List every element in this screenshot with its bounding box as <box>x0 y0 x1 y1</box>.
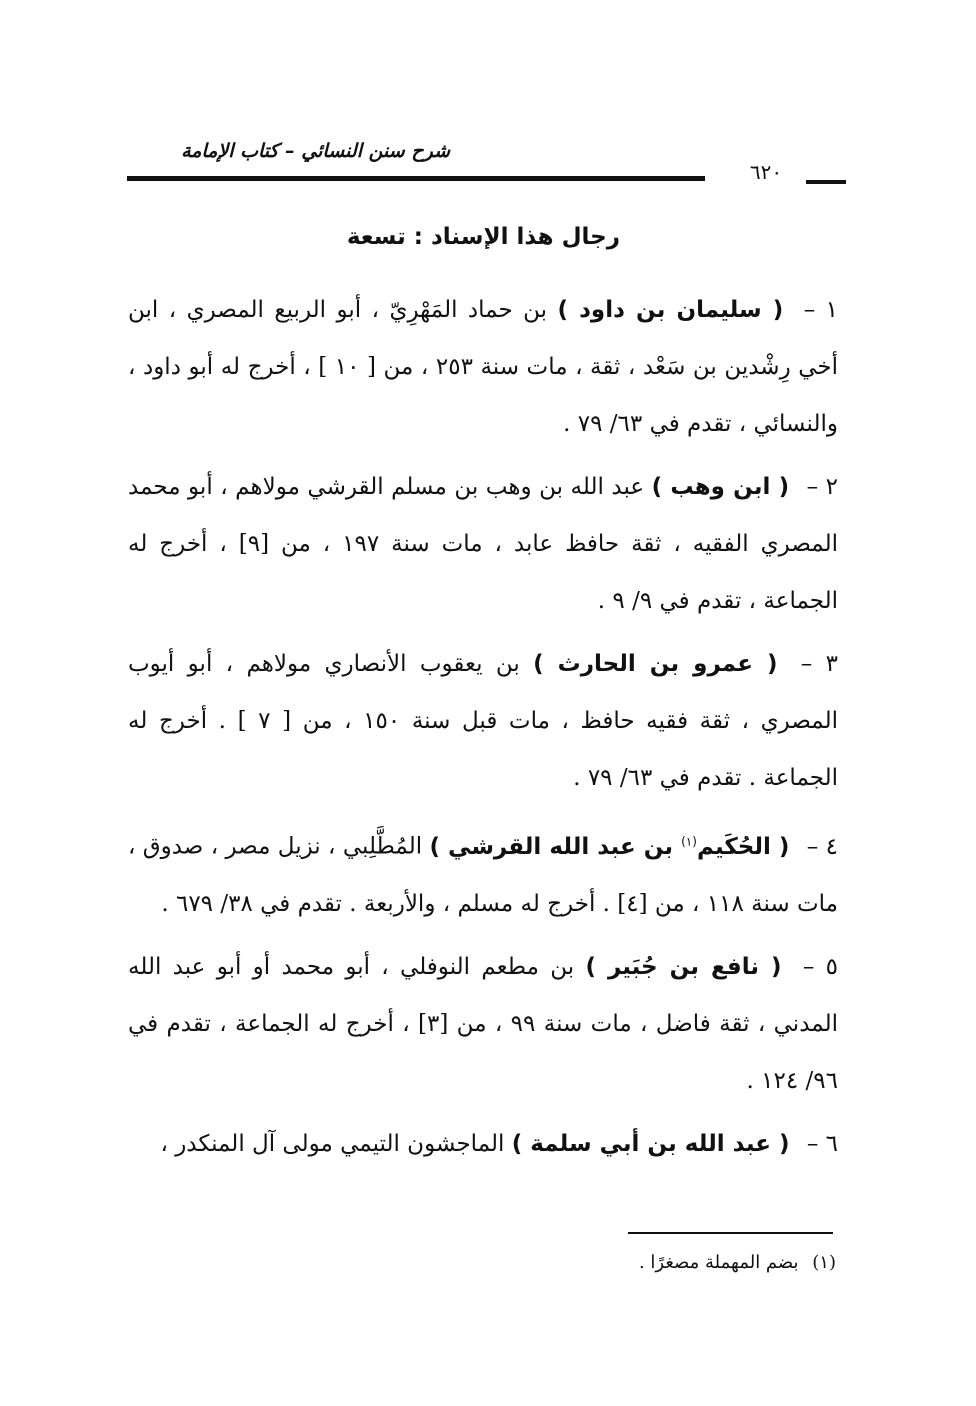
narrator-entry <box>128 813 838 933</box>
entry-number: ١ – <box>803 297 839 323</box>
entry-number: ٦ – <box>806 1130 838 1157</box>
entry-text: بن مطعم النوفلي ، أبو محمد أو أبو عبد الله المدني ، ثقة فاضل ، مات سنة ٩٩ ، من [٣] ، أخرج له الجماعة ، تقدم في ٩٦/ ١٢٤ . <box>128 953 838 1094</box>
entry-text: بن يعقوب الأنصاري مولاهم ، أبو أيوب المصري ، ثقة فقيه حافظ ، مات قبل سنة ١٥٠ ، من [ ٧ ] . أخرج له الجماعة . تقدم في ٦٣/ ٧٩ . <box>128 651 838 791</box>
narrator-list <box>128 282 838 1179</box>
page-number-rule <box>806 180 846 184</box>
footnote-marker: (١) <box>681 834 697 848</box>
narrator-name: ( عمرو بن الحارث ) <box>533 651 778 677</box>
footnote-number: (١) <box>812 1252 836 1273</box>
entry-text: الماجشون التيمي مولى آل المنكدر ، <box>160 1130 505 1157</box>
narrator-entry <box>128 636 838 807</box>
running-header-title: شرح سنن النسائي – كتاب الإمامة <box>181 140 450 162</box>
narrator-name: ( نافع بن جُبَير ) <box>585 953 782 980</box>
narrator-name: ( ابن وهب ) <box>651 474 790 500</box>
entry-text: بن حماد المَهْرِيّ ، أبو الربيع المصري ، ابن أخي رِشْدين بن سَعْد ، ثقة ، مات سنة ٢٥٣ ، من [ ١٠ ] ، أخرج له أبو داود ، والنسائي ، تقدم في ٦٣/ ٧٩ . <box>128 297 839 437</box>
footnote-rule <box>628 1232 833 1234</box>
section-title: رجال هذا الإسناد : تسعة <box>346 224 620 250</box>
narrator-name-rest: بن عبد الله القرشي ) <box>429 833 682 860</box>
narrator-entry <box>128 459 838 630</box>
header-rule <box>127 176 705 181</box>
entry-text: عبد الله بن وهب بن مسلم القرشي مولاهم ، أبو محمد المصري الفقيه ، ثقة حافظ عابد ، مات سنة ١٩٧ ، من [٩] ، أخرج له الجماعة ، تقدم في ٩/ ٩ . <box>128 474 838 614</box>
entry-number: ٣ – <box>800 651 838 677</box>
entry-number: ٥ – <box>802 953 839 980</box>
narrator-name <box>429 834 789 860</box>
narrator-name: ( سليمان بن داود ) <box>557 297 784 323</box>
footnote <box>560 1252 836 1273</box>
page-number: ٦٢٠ <box>749 160 783 184</box>
entry-number: ٤ – <box>806 833 838 860</box>
narrator-name: ( عبد الله بن أبي سلمة ) <box>511 1130 790 1157</box>
entry-number: ٢ – <box>806 474 838 500</box>
narrator-name-part: ( الحُكَيم <box>696 833 790 860</box>
footnote-text: بضم المهملة مصغرًا . <box>638 1252 799 1273</box>
narrator-entry <box>128 1116 838 1173</box>
narrator-entry <box>128 939 838 1110</box>
narrator-entry <box>128 282 838 453</box>
entry-text: المُطَّلِبي ، نزيل مصر ، صدوق ، مات سنة ١١٨ ، من [٤] . أخرج له مسلم ، والأربعة . تقدم في ٣٨/ ٦٧٩ . <box>128 833 838 917</box>
